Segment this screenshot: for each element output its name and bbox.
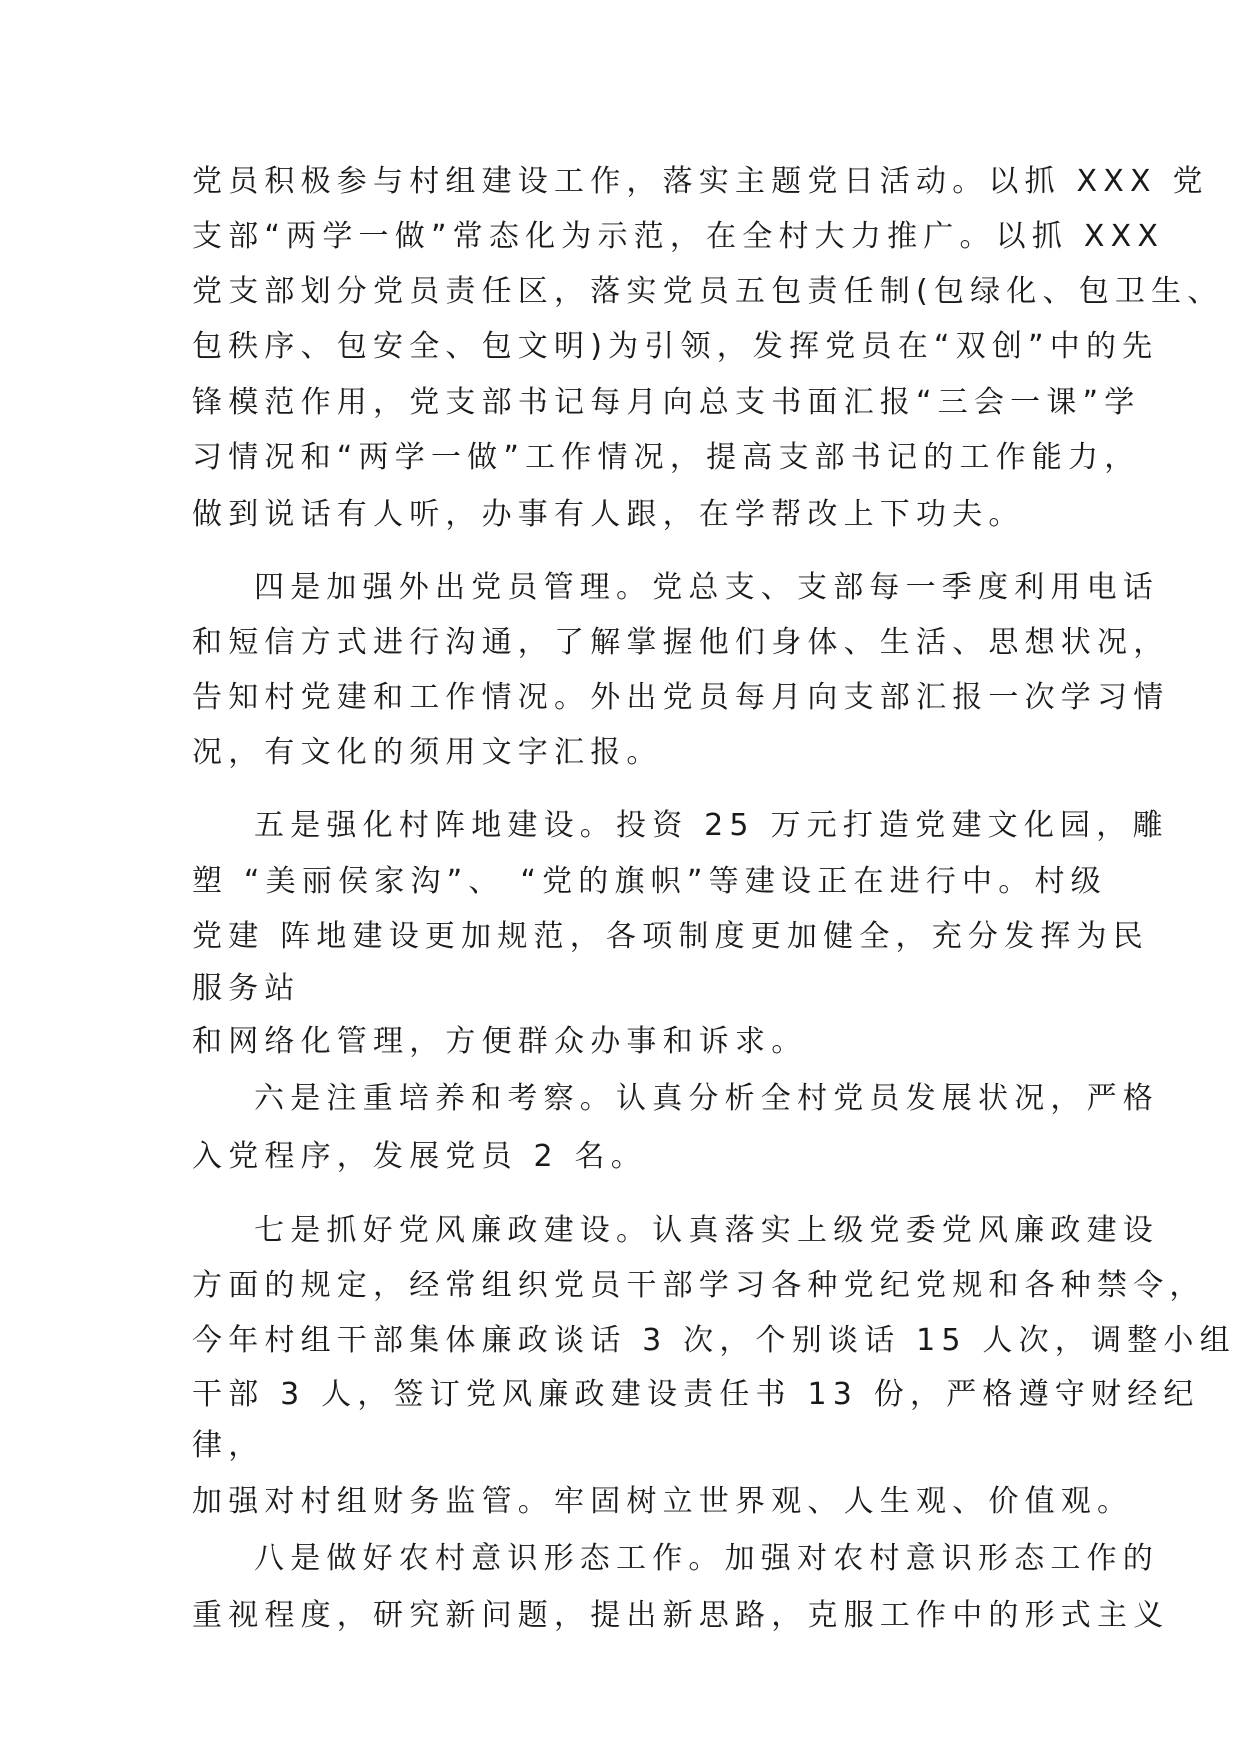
text-line: 做到说话有人听，办事有人跟，在学帮改上下功夫。 <box>192 497 1025 532</box>
text-line: 况，有文化的须用文字汇报。 <box>192 735 663 770</box>
paragraph-start: 五是强化村阵地建设。投资 25 万元打造党建文化园，雕 <box>254 808 1169 843</box>
text-line: 习情况和“两学一做”工作情况，提高支部书记的工作能力， <box>192 440 1141 475</box>
text-line: 今年村组干部集体廉政谈话 3 次，个别谈话 15 人次，调整小组 <box>192 1323 1236 1358</box>
text-line: 支部“两学一做”常态化为示范，在全村大力推广。以抓 XXX <box>192 219 1165 254</box>
paragraph-start: 七是抓好党风廉政建设。认真落实上级党委党风廉政建设 <box>254 1213 1159 1248</box>
paragraph-start: 六是注重培养和考察。认真分析全村党员发展状况，严格 <box>254 1081 1159 1116</box>
text-line: 加强对村组财务监管。牢固树立世界观、人生观、价值观。 <box>192 1484 1134 1519</box>
text-line: 律， <box>192 1428 265 1463</box>
text-line: 党支部划分党员责任区，落实党员五包责任制(包绿化、包卫生、 <box>192 274 1224 309</box>
text-line: 服务站 <box>192 971 301 1006</box>
text-line: 干部 3 人，签订党风廉政建设责任书 13 份，严格遵守财经纪 <box>192 1377 1200 1412</box>
text-line: 党建 阵地建设更加规范，各项制度更加健全，充分发挥为民 <box>192 919 1149 954</box>
text-line: 入党程序，发展党员 2 名。 <box>192 1139 647 1174</box>
text-line: 和网络化管理，方便群众办事和诉求。 <box>192 1024 808 1059</box>
text-line: 重视程度，研究新问题，提出新思路，克服工作中的形式主义 <box>192 1598 1170 1633</box>
paragraph-start: 八是做好农村意识形态工作。加强对农村意识形态工作的 <box>254 1541 1159 1576</box>
text-line: 告知村党建和工作情况。外出党员每月向支部汇报一次学习情 <box>192 680 1170 715</box>
text-line: 党员积极参与村组建设工作，落实主题党日活动。以抓 XXX 党 <box>192 164 1209 199</box>
paragraph-start: 四是加强外出党员管理。党总支、支部每一季度利用电话 <box>254 570 1159 605</box>
text-line: 锋模范作用，党支部书记每月向总支书面汇报“三会一课”学 <box>192 385 1141 420</box>
text-line: 塑 “美丽侯家沟”、 “党的旗帜”等建设正在进行中。村级 <box>192 864 1107 899</box>
text-line: 方面的规定，经常组织党员干部学习各种党纪党规和各种禁令， <box>192 1268 1206 1303</box>
text-line: 包秩序、包安全、包文明)为引领，发挥党员在“双创”中的先 <box>192 329 1159 364</box>
text-line: 和短信方式进行沟通，了解掌握他们身体、生活、思想状况， <box>192 625 1170 660</box>
